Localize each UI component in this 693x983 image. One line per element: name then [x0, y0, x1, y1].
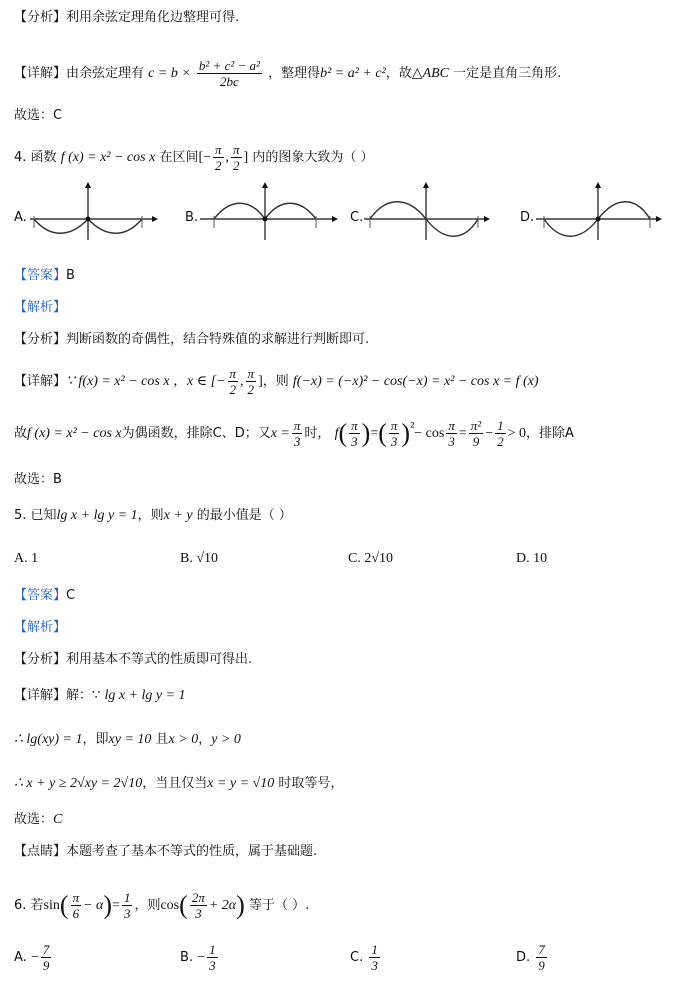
tag: 【分析】 — [14, 332, 67, 347]
formula: x = y = √10 — [207, 776, 275, 791]
comma: , — [240, 374, 244, 389]
denominator: 9 — [42, 958, 50, 973]
formula: lg x + lg y = 1 — [56, 508, 138, 523]
formula: − α — [83, 898, 104, 913]
denominator: 2 — [215, 158, 222, 173]
denominator: 2 — [229, 382, 237, 397]
text: ，即 — [82, 732, 109, 747]
numerator: π — [247, 366, 255, 381]
tag: 【分析】 — [14, 10, 67, 25]
fraction — [231, 142, 242, 173]
formula: ∴ lg(xy) = 1 — [14, 732, 83, 747]
minus: − — [197, 950, 206, 965]
formula: f(−x) = (−x)² − cos(−x) = x² − cos x = f (x) — [292, 374, 539, 389]
fraction — [349, 418, 360, 449]
denominator: 3 — [195, 906, 202, 921]
text: 6. 若 — [14, 898, 44, 913]
fraction — [389, 418, 400, 449]
label: B. — [180, 950, 194, 965]
numerator: π — [215, 142, 222, 157]
text: 利用基本不等式的性质即可得出. — [66, 652, 253, 667]
formula: b² = a² + c² — [320, 66, 386, 81]
formula: f (x) = x² − cos x — [60, 150, 156, 165]
equals: = — [458, 426, 467, 441]
numerator: π — [72, 890, 80, 905]
fraction — [41, 942, 52, 973]
bracket: ] — [243, 150, 249, 165]
denominator: 9 — [538, 958, 545, 973]
denominator: 2 — [497, 434, 504, 449]
numerator: 7 — [42, 942, 50, 957]
denominator: 2 — [233, 158, 240, 173]
numerator: π — [448, 418, 455, 433]
formula: + 2α — [208, 898, 237, 913]
text: 等于（ ）. — [248, 898, 310, 913]
option-6-c — [350, 942, 382, 973]
text: 内的图象大致为（ ） — [252, 150, 374, 165]
text: ，当且仅当 — [142, 776, 208, 791]
text: 时， — [304, 426, 331, 441]
fraction — [122, 890, 133, 921]
denominator: 3 — [390, 434, 398, 449]
bracket: [− — [198, 150, 212, 165]
numerator: 1 — [497, 418, 504, 433]
numerator: 2π — [191, 890, 205, 905]
text: 在区间 — [159, 150, 199, 165]
detail-line-2 — [14, 58, 561, 89]
graph-option-d — [536, 182, 666, 242]
answer-label: 【答案】 — [14, 268, 67, 283]
text: 故选：B — [14, 472, 62, 487]
fraction — [190, 890, 207, 921]
equals: = — [112, 898, 120, 913]
fraction — [197, 58, 262, 89]
option-5-c: C. 2√10 — [348, 551, 394, 566]
fraction — [228, 366, 239, 397]
denominator: 3 — [293, 434, 301, 449]
formula: cos — [160, 898, 180, 913]
selection-line — [14, 106, 62, 126]
fraction — [469, 418, 483, 449]
detail-4a — [14, 366, 539, 397]
paren: ) — [401, 418, 411, 448]
text: 故 — [14, 426, 28, 441]
text: 由余弦定理有 — [66, 66, 145, 81]
graph-option-a — [30, 182, 160, 242]
formula: x = — [270, 426, 290, 441]
text: ，排除A — [526, 426, 574, 441]
text: ，整理得 — [268, 66, 321, 81]
text: 且 — [155, 732, 169, 747]
question-5 — [14, 506, 292, 526]
denominator: 9 — [472, 434, 480, 449]
bracket: ] — [258, 374, 263, 389]
formula: C — [53, 812, 63, 827]
label: D. — [516, 950, 531, 965]
option-c-label: C. — [350, 210, 364, 225]
paren: ) — [361, 418, 371, 448]
fraction — [71, 890, 82, 921]
numerator: π — [229, 366, 237, 381]
graph-option-c — [364, 182, 494, 242]
analysis-4 — [14, 330, 369, 350]
numerator: b² + c² − a² — [198, 58, 260, 73]
denominator: 6 — [72, 906, 80, 921]
paren: ( — [338, 418, 348, 448]
analysis-line-1 — [14, 8, 239, 28]
text: 一定是直角三角形. — [453, 66, 562, 81]
numerator: π² — [470, 418, 482, 433]
tag: 【详解】 — [14, 66, 67, 81]
exponent: ² — [410, 420, 415, 436]
equals: = — [370, 426, 379, 441]
tag: 【详解】 — [14, 374, 67, 389]
fraction — [246, 366, 257, 397]
text: 解：∵ — [66, 688, 101, 703]
answer-5 — [14, 586, 75, 606]
formula: f (x) = x² − cos x — [27, 426, 122, 441]
formula: ∵ f(x) = x² − cos x ， — [66, 374, 188, 389]
fraction — [292, 418, 303, 449]
formula: lg x + lg y = 1 — [104, 688, 186, 703]
tag: 【详解】 — [14, 688, 67, 703]
paren: ( — [378, 418, 387, 448]
explanation-label: 【解析】 — [14, 300, 67, 315]
denominator: 3 — [448, 434, 455, 449]
fraction — [536, 942, 547, 973]
text: 判断函数的奇偶性，结合特殊值的求解进行判断即可. — [66, 332, 370, 347]
formula: ∴ x + y ≥ 2√xy = 2√10 — [14, 776, 143, 791]
minus: − — [485, 426, 494, 441]
step-5b — [14, 774, 343, 794]
denominator: 2bc — [220, 74, 239, 89]
tag: 【分析】 — [14, 652, 67, 667]
detail-5 — [14, 686, 186, 706]
answer-label: 【答案】 — [14, 588, 67, 603]
denominator: 3 — [351, 434, 358, 449]
option-6-d — [516, 942, 549, 973]
formula: x ∈ [− — [187, 374, 226, 389]
text: ，则 — [262, 374, 289, 389]
answer-4 — [14, 266, 75, 286]
formula: x > 0 — [168, 732, 199, 747]
fraction — [213, 142, 224, 173]
explanation-5 — [14, 618, 66, 638]
formula: x + y — [163, 508, 193, 523]
text: 本题考查了基本不等式的性质，属于基础题. — [66, 844, 318, 859]
formula: f — [334, 426, 339, 441]
text: ，则 — [137, 508, 164, 523]
formula: c = b × — [148, 66, 191, 81]
text: 故选： — [14, 812, 54, 827]
text: ， — [198, 732, 212, 747]
numerator: 1 — [209, 942, 216, 957]
formula: > 0 — [507, 426, 526, 441]
option-5-d: D. 10 — [516, 551, 548, 566]
text: ，故 — [385, 66, 412, 81]
graph-option-b — [200, 182, 340, 242]
remark-5 — [14, 842, 317, 862]
question-4 — [14, 142, 374, 173]
option-a-label: A. — [14, 210, 27, 225]
text: ，则 — [134, 898, 161, 913]
step-5a — [14, 730, 241, 750]
explanation-label: 【解析】 — [14, 620, 67, 635]
option-6-b — [180, 942, 220, 973]
explanation-4 — [14, 298, 66, 318]
detail-4b — [14, 418, 574, 449]
denominator: 3 — [209, 958, 216, 973]
answer-value: B — [66, 268, 75, 283]
numerator: 1 — [123, 890, 131, 905]
option-6-a — [14, 942, 53, 973]
text: 利用余弦定理角化边整理可得. — [66, 10, 240, 25]
fraction — [446, 418, 457, 449]
selection-5 — [14, 810, 62, 830]
text: 时取等号， — [278, 776, 344, 791]
numerator: π — [233, 142, 240, 157]
formula: xy = 10 — [108, 732, 152, 747]
fraction — [207, 942, 218, 973]
fraction — [495, 418, 506, 449]
numerator: π — [390, 418, 398, 433]
comma: , — [225, 150, 230, 165]
numerator: π — [351, 418, 358, 433]
denominator: 3 — [371, 958, 378, 973]
denominator: 2 — [247, 382, 255, 397]
option-5-a: A. 1 — [14, 551, 39, 566]
option-5-b: B. √10 — [180, 551, 219, 566]
fraction — [369, 942, 380, 973]
numerator: 1 — [371, 942, 378, 957]
denominator: 3 — [123, 906, 131, 921]
answer-value: C — [66, 588, 76, 603]
text: 的最小值是（ ） — [196, 508, 292, 523]
minus: − — [30, 950, 39, 965]
text: 故选：C — [14, 108, 63, 123]
analysis-5 — [14, 650, 252, 670]
formula: − cos — [414, 426, 445, 441]
formula: △ABC — [411, 66, 450, 81]
formula: sin — [43, 898, 60, 913]
text: 为偶函数，排除C、D；又 — [121, 426, 271, 441]
selection-4 — [14, 470, 62, 490]
text: 5. 已知 — [14, 508, 57, 523]
option-b-label: B. — [185, 210, 199, 225]
numerator: π — [293, 418, 301, 433]
tag: 【点睛】 — [14, 844, 67, 859]
label: A. — [14, 950, 27, 965]
option-d-label: D. — [520, 210, 535, 225]
numerator: 7 — [538, 942, 545, 957]
formula: y > 0 — [211, 732, 241, 747]
text: 4. 函数 — [14, 150, 57, 165]
question-6: 6. 若sin( $\frac{\pi}{6}$ − α)= $\frac{1}{3}$ ，则cos( $\frac{2\pi}{3}$ + 2α) 等于（ ）. — [14, 890, 310, 921]
label: C. — [350, 950, 364, 965]
